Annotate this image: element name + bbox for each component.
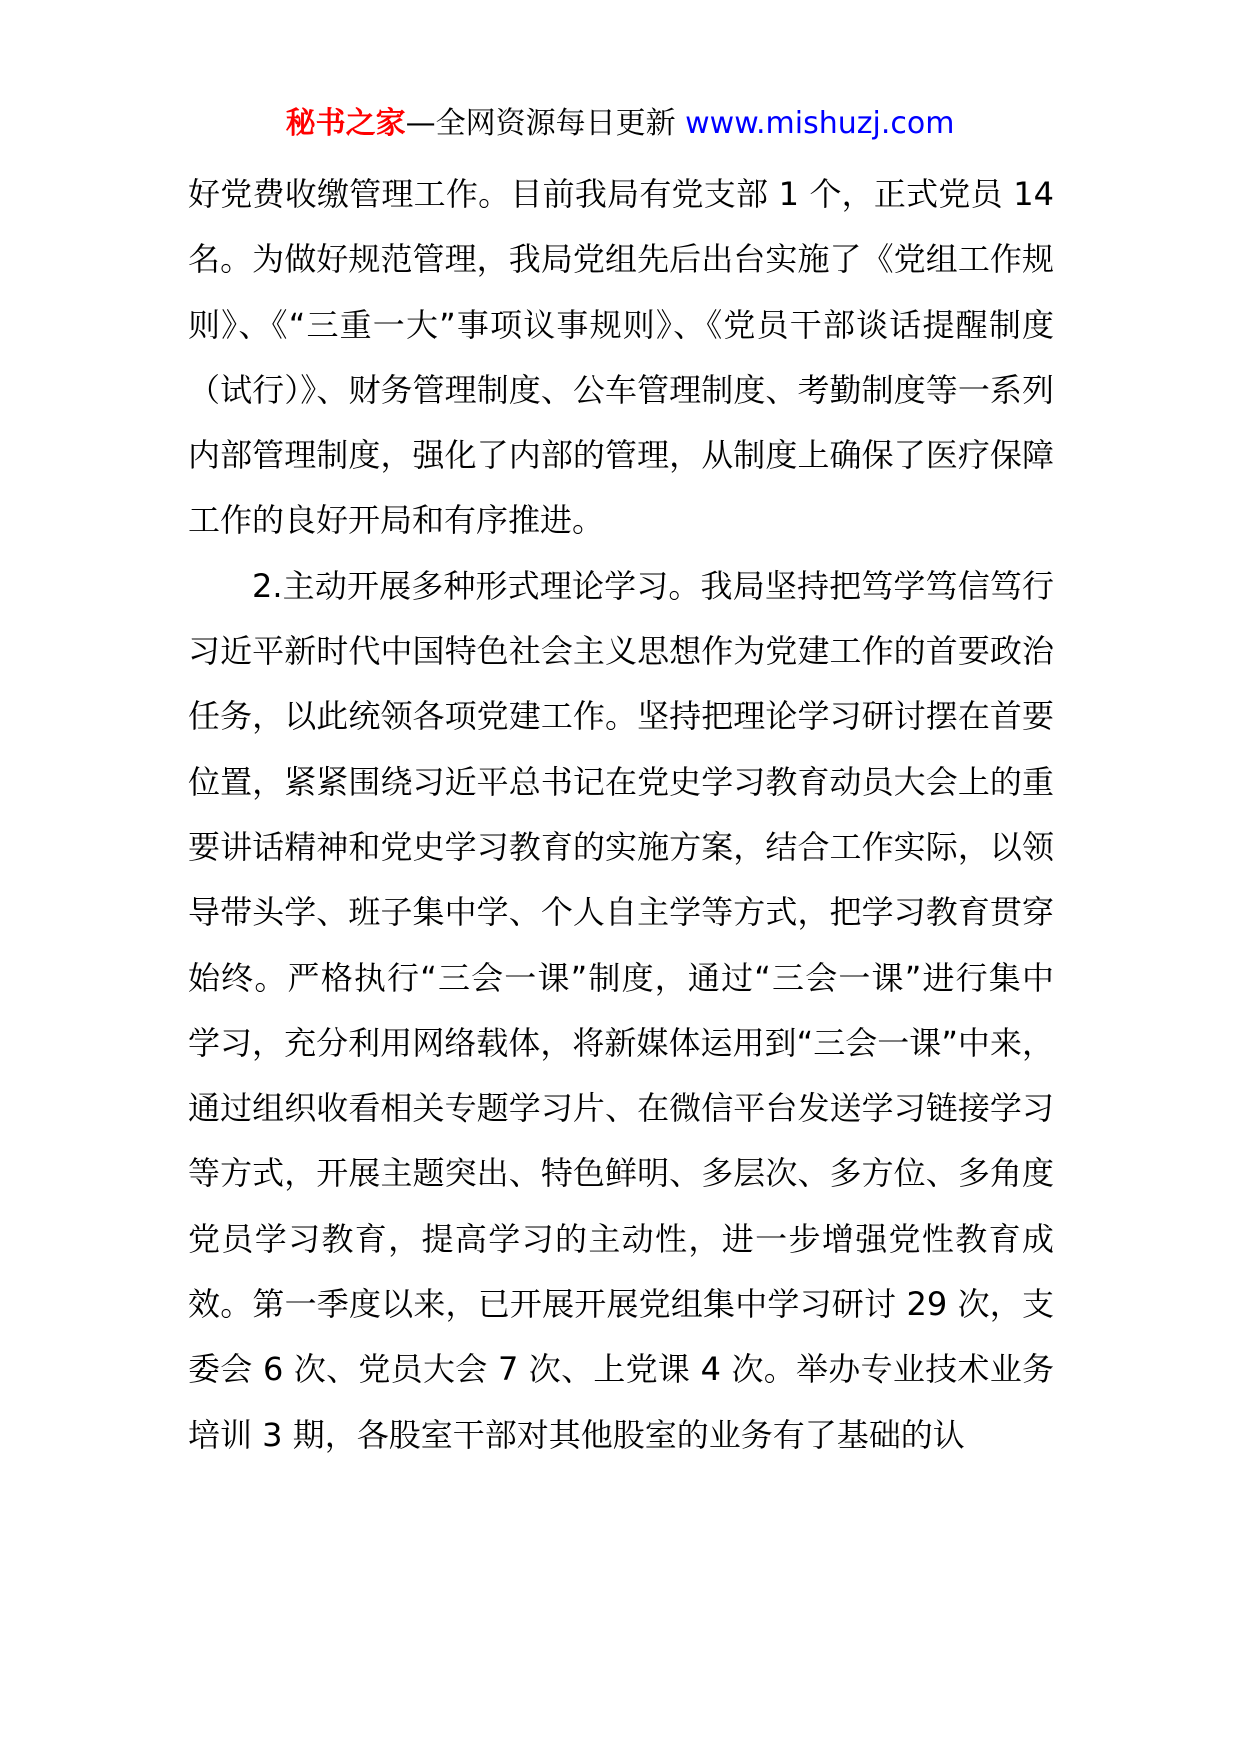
site-tagline: —全网资源每日更新: [405, 106, 676, 141]
paragraph-theory-study: 2.主动开展多种形式理论学习。我局坚持把笃学笃信笃行习近平新时代中国特色社会主义思想作为党建工作的首要政治任务，以此统领各项党建工作。坚持把理论学习研讨摆在首要位置，紧紧围绕习近平总书记在党史学习教育动员大会上的重要讲话精神和党史学习教育的实施方案，结合工作实际，以领导带头学、班子集中学、个人自主学等方式，把学习教育贯穿始终。严格执行“三会一课”制度，通过“三会一课”进行集中学习，充分利用网络载体，将新媒体运用到“三会一课”中来，通过组织收看相关专题学习片、在微信平台发送学习链接学习等方式，开展主题突出、特色鲜明、多层次、多方位、多角度党员学习教育，提高学习的主动性，进一步增强党性教育成效。第一季度以来，已开展开展党组集中学习研讨 29 次，支委会 6 次、党员大会 7 次、上党课 4 次。举办专业技术业务培训 3 期，各股室干部对其他股室的业务有了基础的认: [188, 566, 1054, 1454]
site-url-link[interactable]: www.mishuzj.com: [685, 106, 955, 141]
document-body: [188, 162, 1054, 1468]
paragraph-continued: 好党费收缴管理工作。目前我局有党支部 1 个，正式党员 14 名。为做好规范管理，我局党组先后出台实施了《党组工作规则》、《“三重一大”事项议事规则》、《党员干部谈话提醒制度（试行）》、财务管理制度、公车管理制度、考勤制度等一系列内部管理制度，强化了内部的管理，从制度上确保了医疗保障工作的良好开局和有序推进。: [188, 175, 1054, 540]
page-header: [0, 102, 1240, 146]
site-brand: 秘书之家: [285, 106, 406, 141]
